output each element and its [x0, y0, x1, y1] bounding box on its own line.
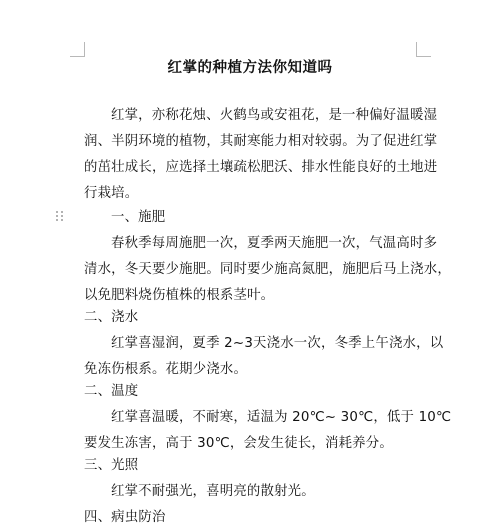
section-heading: 一、施肥	[111, 210, 166, 225]
section-light	[84, 453, 424, 531]
intro-line: 行栽培。	[84, 186, 139, 201]
section-line: 免冻伤根系。花期少浇水。	[84, 362, 248, 377]
section-fertilize	[84, 205, 451, 309]
intro-line: 的茁壮成长，应选择土壤疏松肥沃、排水性能良好的土地进	[84, 160, 438, 175]
section-water	[84, 305, 444, 383]
section-line: 红掌不耐强光，喜明亮的散射光。	[111, 484, 315, 499]
section-line: 春秋季每周施肥一次，夏季两天施肥一次，气温高时多	[111, 236, 438, 251]
section-line: 红掌喜湿润，夏季 2~3天浇水一次，冬季上午浇水，以	[111, 336, 444, 351]
section-heading: 二、浇水	[84, 310, 139, 325]
section-line: 以免肥料烧伤植株的根系茎叶。	[84, 288, 275, 303]
paragraph-drag-handle-icon[interactable]	[56, 211, 64, 223]
section-line: 红掌喜温暖，不耐寒，适温为 20℃~ 30℃，低于 10℃	[111, 410, 452, 425]
intro-paragraph	[84, 103, 438, 207]
intro-line: 红掌，亦称花烛、火鹤鸟或安祖花，是一种偏好温暖湿	[111, 108, 438, 123]
section-heading: 四、病虫防治	[84, 510, 166, 525]
section-line: 要发生冻害，高于 30℃，会发生徒长，消耗养分。	[84, 436, 393, 451]
section-heading: 二、温度	[84, 384, 139, 399]
section-heading: 三、光照	[84, 458, 139, 473]
intro-line: 润、半阴环境的植物，其耐寒能力相对较弱。为了促进红掌	[84, 134, 438, 149]
margin-corner-marker-top-left	[70, 42, 85, 57]
document-title: 红掌的种植方法你知道吗	[167, 60, 333, 76]
margin-corner-marker-top-right	[416, 42, 431, 57]
section-line: 清水，冬天要少施肥。同时要少施高氮肥，施肥后马上浇水，	[84, 262, 451, 277]
section-temperature	[84, 379, 452, 457]
